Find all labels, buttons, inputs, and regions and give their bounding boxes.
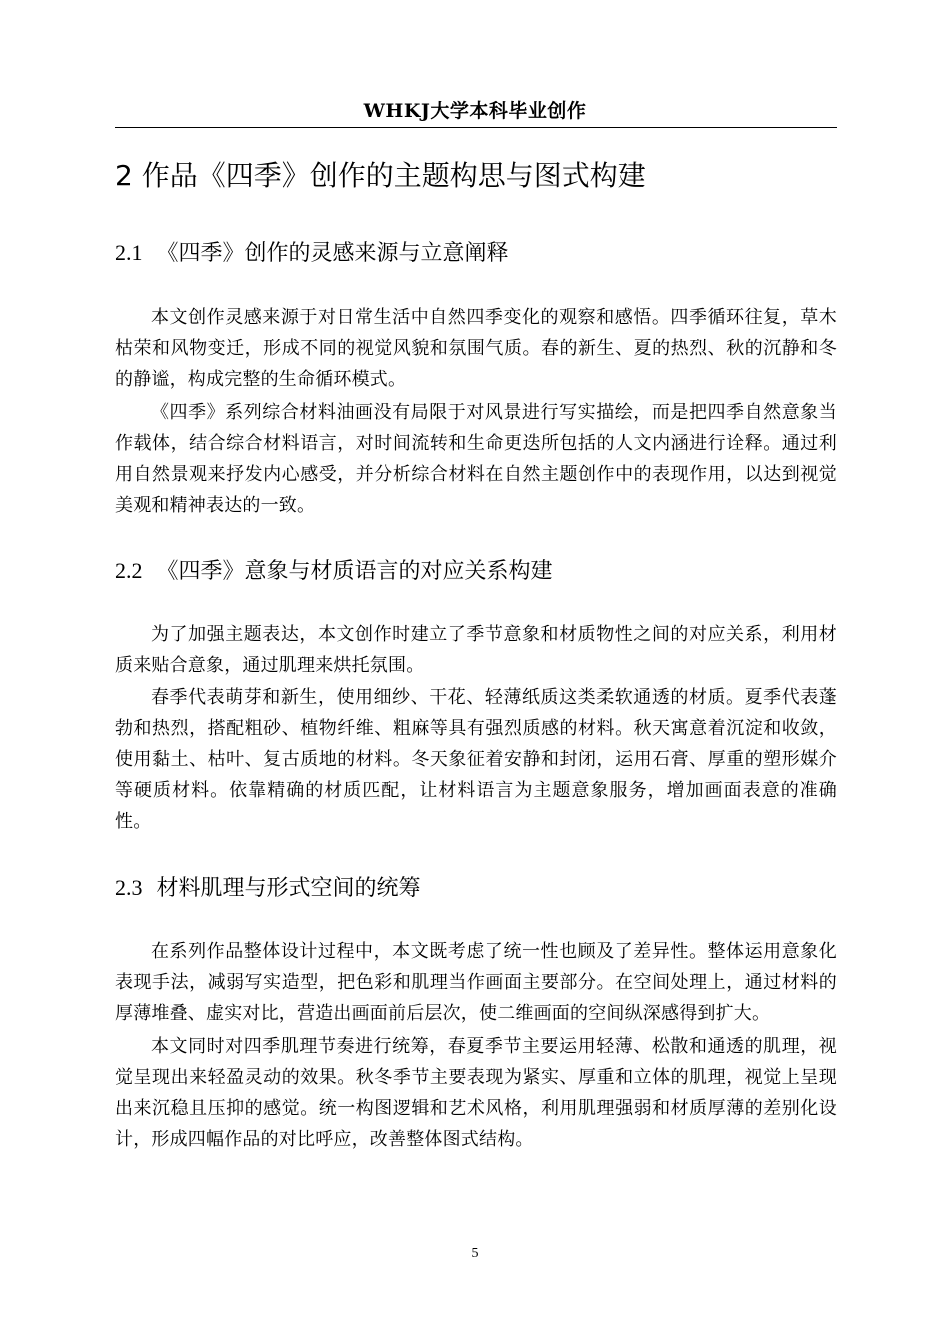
section-title-2-2 (115, 554, 553, 589)
section-heading-text: 材料肌理与形式空间的统筹 (156, 876, 421, 901)
paragraph: 本文创作灵感来源于对日常生活中自然四季变化的观察和感悟。四季循环往复，草木枯荣和风物变迁，形成不同的视觉风貌和氛围气质。春的新生、夏的热烈、秋的沉静和冬的静谧，构成完整的生命循环模式。 (115, 307, 837, 390)
section-number: 2.1 (115, 240, 143, 265)
paragraph: 本文同时对四季肌理节奏进行统筹，春夏季节主要运用轻薄、松散和通透的肌理，视觉呈现出来轻盈灵动的效果。秋冬季节主要表现为紧实、厚重和立体的肌理，视觉上呈现出来沉稳且压抑的感觉。统一构图逻辑和艺术风格，利用肌理强弱和材质厚薄的差别化设计，形成四幅作品的对比呼应，改善整体图式结构。 (115, 1036, 837, 1150)
section-number: 2.3 (115, 875, 143, 900)
chapter-title: 2 作品《四季》创作的主题构思与图式构建 (115, 159, 646, 192)
section-heading-text: 《四季》创作的灵感来源与立意阐释 (156, 241, 509, 266)
paragraph: 春季代表萌芽和新生，使用细纱、干花、轻薄纸质这类柔软通透的材质。夏季代表蓬勃和热烈，搭配粗砂、植物纤维、粗麻等具有强烈质感的材料。秋天寓意着沉淀和收敛，使用黏土、枯叶、复古质地的材料。冬天象征着安静和封闭，运用石膏、厚重的塑形媒介等硬质材料。依靠精确的材质匹配，让材料语言为主题意象服务，增加画面表意的准确性。 (115, 687, 837, 832)
section-title-2-3 (115, 871, 421, 906)
paragraph: 在系列作品整体设计过程中，本文既考虑了统一性也顾及了差异性。整体运用意象化表现手法，减弱写实造型，把色彩和肌理当作画面主要部分。在空间处理上，通过材料的厚薄堆叠、虚实对比，营造出画面前后层次，使二维画面的空间纵深感得到扩大。 (115, 941, 837, 1024)
running-header: WHKJ大学本科毕业创作 (363, 100, 587, 122)
paragraph: 《四季》系列综合材料油画没有局限于对风景进行写实描绘，而是把四季自然意象当作载体，结合综合材料语言，对时间流转和生命更迭所包括的人文内涵进行诠释。通过利用自然景观来抒发内心感受，并分析综合材料在自然主题创作中的表现作用，以达到视觉美观和精神表达的一致。 (115, 402, 837, 516)
header-rule (115, 127, 837, 128)
section-title-2-1 (115, 236, 509, 271)
section-number: 2.2 (115, 558, 143, 583)
paragraph: 为了加强主题表达，本文创作时建立了季节意象和材质物性之间的对应关系，利用材质来贴合意象，通过肌理来烘托氛围。 (115, 624, 837, 676)
page-number: 5 (471, 1246, 479, 1261)
section-heading-text: 《四季》意象与材质语言的对应关系构建 (156, 559, 553, 584)
